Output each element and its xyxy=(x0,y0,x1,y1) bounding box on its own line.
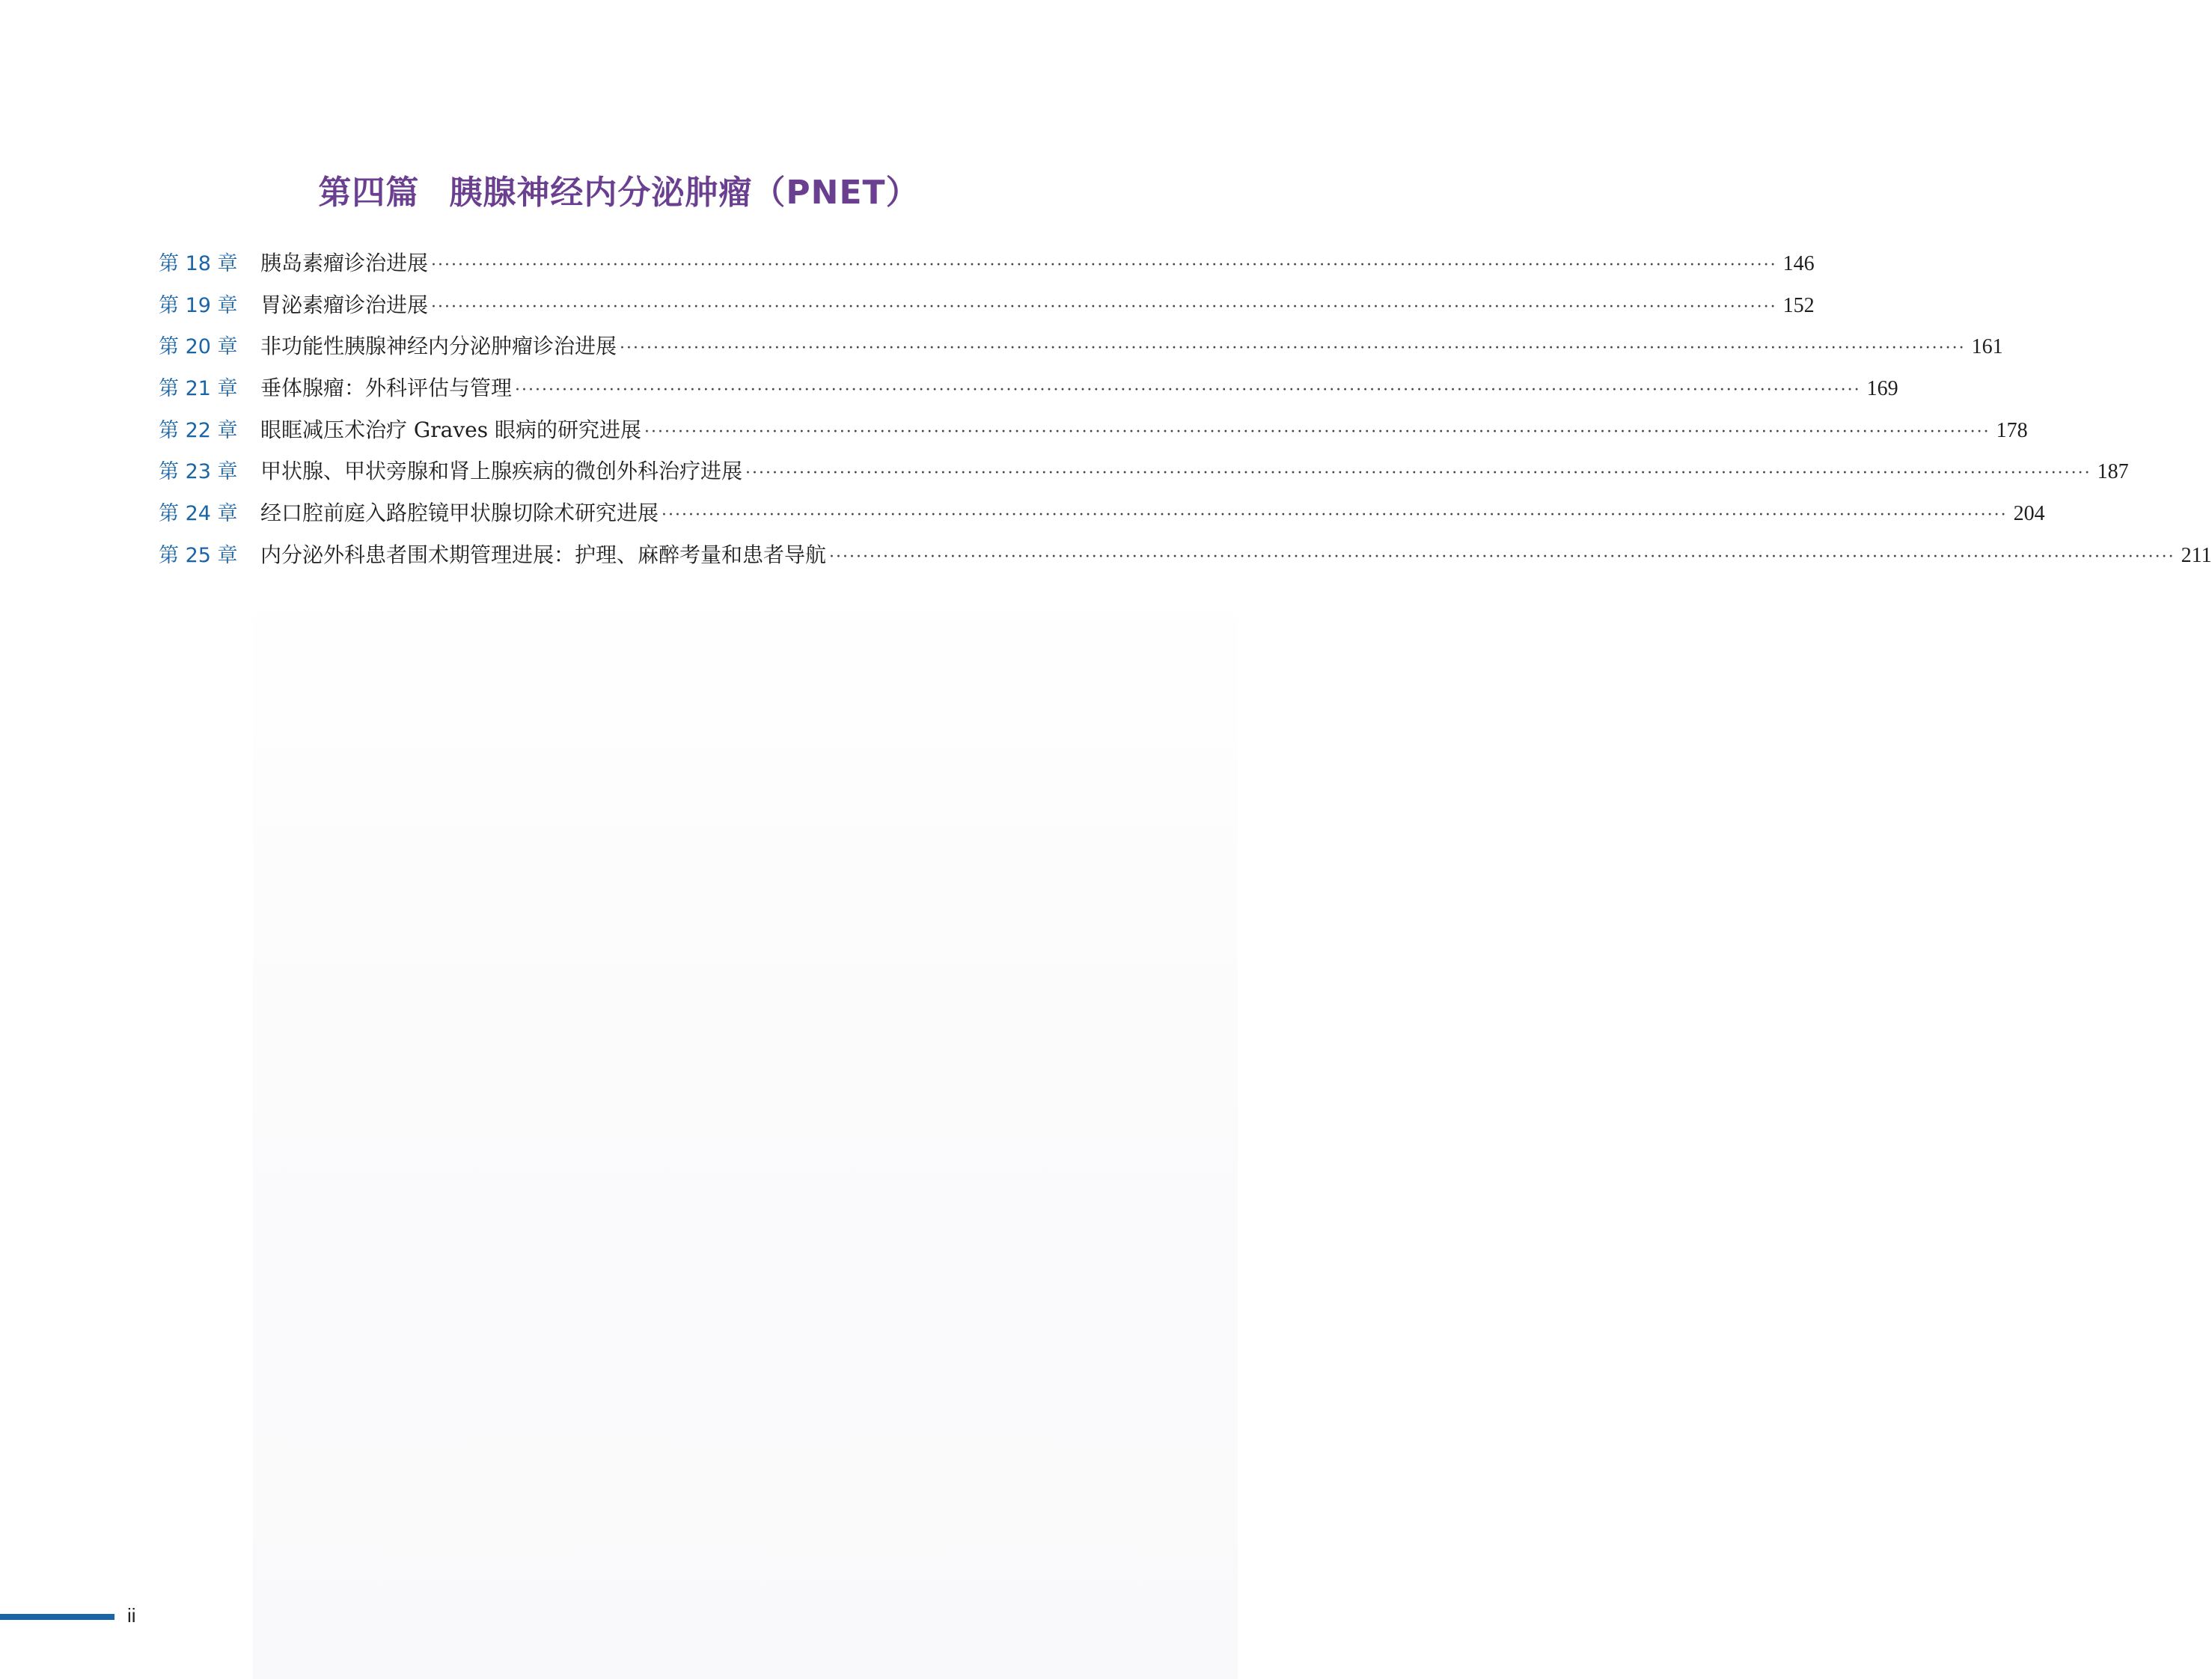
dot-leader: ········································································································································································································ xyxy=(644,422,1991,441)
dot-leader: ········································································································································································································ xyxy=(745,464,2092,483)
dot-leader: ········································································································································································································ xyxy=(431,297,1777,316)
chapter-label: 第 18 章 xyxy=(159,252,238,275)
toc-entry[interactable] xyxy=(159,412,2028,454)
page-number: 169 xyxy=(1866,377,1898,401)
toc-entry[interactable] xyxy=(159,453,2129,495)
chapter-title: 胃泌素瘤诊治进展 xyxy=(260,292,429,317)
page-background-shade xyxy=(253,569,1238,1679)
page-number: 187 xyxy=(2097,460,2129,484)
dot-leader: ········································································································································································································ xyxy=(515,381,1861,400)
dot-leader: ········································································································································································································ xyxy=(620,339,1966,358)
toc-entry[interactable] xyxy=(159,495,2045,537)
toc-entry[interactable] xyxy=(159,370,1898,412)
chapter-label: 第 20 章 xyxy=(159,335,238,359)
page-number: 161 xyxy=(1971,335,2003,359)
footer-accent-bar xyxy=(0,1614,114,1620)
chapter-title: 垂体腺瘤：外科评估与管理 xyxy=(260,376,513,401)
chapter-title: 内分泌外科患者围术期管理进展：护理、麻醉考量和患者导航 xyxy=(260,542,827,567)
chapter-label: 第 19 章 xyxy=(159,293,238,317)
page-number: 146 xyxy=(1782,252,1815,275)
toc-entry[interactable] xyxy=(159,537,2212,579)
chapter-title: 甲状腺、甲状旁腺和肾上腺疾病的微创外科治疗进展 xyxy=(260,459,743,484)
dot-leader: ········································································································································································································ xyxy=(431,256,1777,275)
chapter-label: 第 22 章 xyxy=(159,418,238,442)
page-number: 178 xyxy=(1996,418,2028,442)
chapter-title: 胰岛素瘤诊治进展 xyxy=(260,251,429,275)
dot-leader: ········································································································································································································ xyxy=(662,506,2008,525)
chapter-label: 第 21 章 xyxy=(159,377,238,401)
chapter-title: 眼眶减压术治疗 Graves 眼病的研究进展 xyxy=(260,417,642,442)
part-number-label: 第四篇 xyxy=(318,174,420,212)
part-title xyxy=(0,169,1238,217)
footer-page-number: ii xyxy=(127,1604,136,1627)
toc-entry[interactable] xyxy=(159,287,1815,329)
chapter-title: 非功能性胰腺神经内分泌肿瘤诊治进展 xyxy=(260,334,617,359)
page-number: 204 xyxy=(2013,502,2045,526)
chapter-label: 第 25 章 xyxy=(159,543,238,567)
toc-entry[interactable] xyxy=(159,245,1815,287)
table-of-contents xyxy=(159,245,2212,579)
chapter-label: 第 23 章 xyxy=(159,460,238,484)
part-title-text: 胰腺神经内分泌肿瘤（PNET） xyxy=(449,174,920,212)
toc-entry[interactable] xyxy=(159,328,2003,370)
page-number: 211 xyxy=(2181,543,2212,567)
page-number: 152 xyxy=(1782,293,1815,317)
chapter-title: 经口腔前庭入路腔镜甲状腺切除术研究进展 xyxy=(260,501,659,526)
chapter-label: 第 24 章 xyxy=(159,502,238,526)
dot-leader: ········································································································································································································ xyxy=(829,547,2175,566)
